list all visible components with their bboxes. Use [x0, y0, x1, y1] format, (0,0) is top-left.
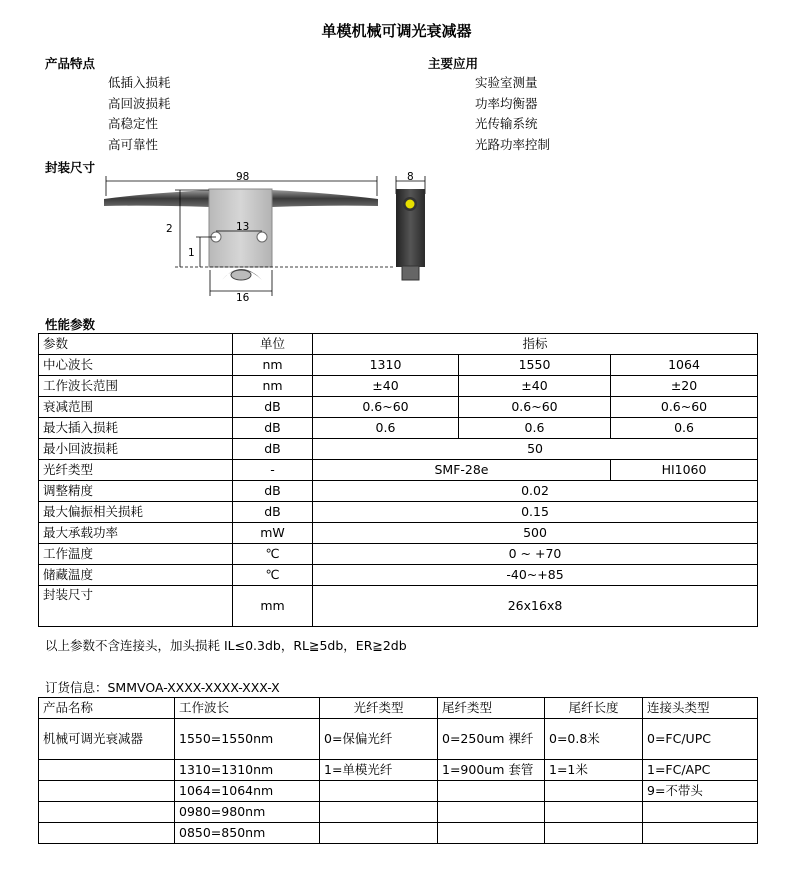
table-row: 最大插入损耗 dB 0.6 0.6 0.6 — [39, 418, 758, 439]
performance-note: 以上参数不含连接头，加头损耗 IL≤0.3db，RL≧5db，ER≧2db — [45, 638, 407, 653]
order-table — [38, 697, 758, 844]
fiber-left — [104, 190, 210, 207]
table-header-row: 参数 单位 指标 — [39, 334, 758, 355]
table-row: 储藏温度 ℃ -40~+85 — [39, 565, 758, 586]
applications-heading: 主要应用 — [428, 56, 479, 71]
dim-length: 98 — [236, 171, 250, 183]
package-drawing — [0, 0, 793, 320]
fiber-right — [272, 190, 378, 207]
performance-table — [38, 333, 758, 627]
package-heading: 封装尺寸 — [45, 160, 96, 175]
table-row: 最大承载功率 mW 500 — [39, 523, 758, 544]
dim-width: 8 — [407, 171, 414, 183]
table-row: 光纤类型 - SMF-28e HI1060 — [39, 460, 758, 481]
order-header-row: 产品名称 工作波长 光纤类型 尾纤类型 尾纤长度 连接头类型 — [39, 698, 758, 719]
feature-item: 高可靠性 — [108, 136, 159, 152]
feature-item: 低插入损耗 — [108, 75, 171, 90]
feature-item: 高回波损耗 — [108, 95, 171, 111]
order-row: 0980=980nm — [39, 802, 758, 823]
features-heading: 产品特点 — [45, 56, 96, 71]
table-row: 最小回波损耗 dB 50 — [39, 439, 758, 460]
application-item: 光路功率控制 — [475, 136, 551, 152]
dim-hole-spacing: 13 — [236, 221, 250, 233]
mount-hole-icon — [257, 232, 267, 242]
table-row: 最大偏振相关损耗 dB 0.15 — [39, 502, 758, 523]
table-row: 衰减范围 dB 0.6~60 0.6~60 0.6~60 — [39, 397, 758, 418]
table-row: 工作温度 ℃ 0 ~ +70 — [39, 544, 758, 565]
page-title: 单模机械可调光衰减器 — [321, 22, 472, 40]
feature-item: 高稳定性 — [108, 116, 159, 131]
dim-base: 16 — [236, 292, 250, 304]
performance-heading: 性能参数 — [45, 317, 96, 332]
application-item: 实验室测量 — [475, 75, 538, 90]
table-row: 封装尺寸 mm 26x16x8 — [39, 586, 758, 627]
dim-offset: 1 — [188, 247, 195, 259]
table-row: 调整精度 dB 0.02 — [39, 481, 758, 502]
application-item: 光传输系统 — [475, 116, 538, 131]
order-row: 1310=1310nm 1=单模光纤 1=900um 套管 1=1米 1=FC/APC — [39, 760, 758, 781]
order-row: 1064=1064nm 9=不带头 — [39, 781, 758, 802]
table-row: 工作波长范围 nm ±40 ±40 ±20 — [39, 376, 758, 397]
port-icon — [406, 200, 415, 209]
table-row: 中心波长 nm 1310 1550 1064 — [39, 355, 758, 376]
order-info: 订货信息：SMMVOA-XXXX-XXXX-XXX-X — [45, 680, 280, 695]
application-item: 功率均衡器 — [475, 95, 538, 111]
order-row: 0850=850nm — [39, 823, 758, 844]
dim-height: 2 — [166, 223, 173, 235]
order-row: 机械可调光衰减器 1550=1550nm 0=保偏光纤 0=250um 裸纤 0=0.8米 0=FC/UPC — [39, 719, 758, 760]
